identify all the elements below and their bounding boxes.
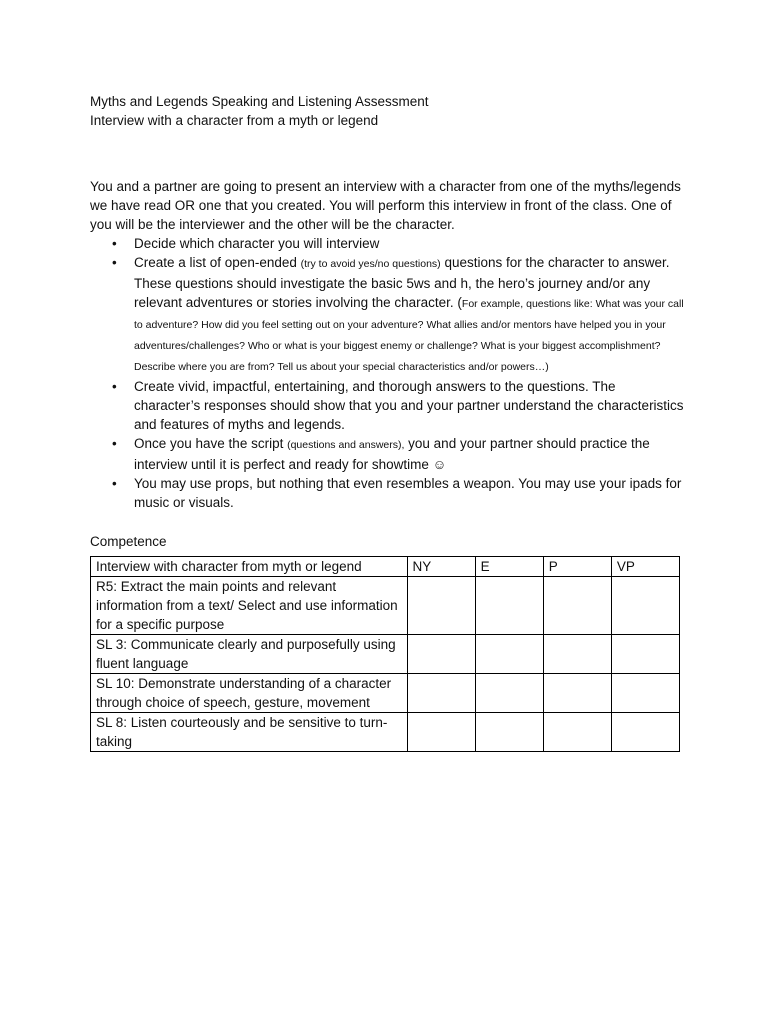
rating-cell-e[interactable]: [475, 713, 543, 752]
competence-heading: Competence: [90, 534, 167, 549]
task-text: You may use props, but nothing that even resembles a weapon. You may use your ipads for music or visuals.: [134, 476, 682, 510]
task-text: Create vivid, impactful, entertaining, and thorough answers to the questions. The character’s responses should show that you and your partner understand the characteristics and features of myths and legends.: [134, 379, 684, 432]
list-item: [90, 434, 685, 474]
header-cell-e: E: [475, 557, 543, 577]
rating-cell-ny[interactable]: [407, 674, 475, 713]
list-item: [90, 377, 685, 434]
header-cell-vp: VP: [611, 557, 679, 577]
rating-cell-vp[interactable]: [611, 635, 679, 674]
rating-cell-vp[interactable]: [611, 674, 679, 713]
document-title: Myths and Legends Speaking and Listening Assessment: [90, 94, 429, 109]
task-note: (questions and answers),: [287, 439, 405, 451]
task-text: questions for the character to answer. These questions should investigate the basic 5ws and h, the hero’s journey and/or any relevant adventures or stories involving the character. (: [134, 255, 670, 310]
rating-cell-e[interactable]: [475, 577, 543, 635]
task-note: (try to avoid yes/no questions): [300, 258, 441, 270]
header-cell-p: P: [543, 557, 611, 577]
rating-cell-p[interactable]: [543, 635, 611, 674]
rubric-table: [90, 556, 680, 752]
list-item: [90, 474, 685, 512]
rating-cell-e[interactable]: [475, 635, 543, 674]
table-row: [91, 577, 680, 635]
bullet-icon: •: [112, 476, 117, 491]
list-item: [90, 253, 685, 377]
rating-cell-p[interactable]: [543, 674, 611, 713]
header-cell-ny: NY: [407, 557, 475, 577]
rating-cell-p[interactable]: [543, 713, 611, 752]
criteria-cell: SL 10: Demonstrate understanding of a character through choice of speech, gesture, movement: [91, 674, 408, 713]
task-text: Create a list of open-ended: [134, 255, 301, 270]
criteria-cell: SL 3: Communicate clearly and purposefully using fluent language: [91, 635, 408, 674]
bullet-icon: •: [112, 379, 117, 394]
task-text: you and your partner should practice the interview until it is perfect and ready for showtime ☺: [134, 436, 650, 472]
rating-cell-vp[interactable]: [611, 577, 679, 635]
task-text: Decide which character you will interview: [134, 236, 380, 251]
task-text: Once you have the script: [134, 436, 288, 451]
rating-cell-ny[interactable]: [407, 713, 475, 752]
list-item: [90, 234, 685, 253]
bullet-icon: •: [112, 436, 117, 451]
table-header-row: [91, 557, 680, 577]
table-row: [91, 713, 680, 752]
intro-paragraph: You and a partner are going to present an interview with a character from one of the myths/legends we have read OR one that you created. You will perform this interview in front of the class. One of you will be the interviewer and the other will be the character.: [90, 179, 681, 232]
rating-cell-ny[interactable]: [407, 635, 475, 674]
document-page: [90, 92, 685, 749]
task-list: [90, 234, 685, 512]
table-row: [91, 674, 680, 713]
rating-cell-p[interactable]: [543, 577, 611, 635]
bullet-icon: •: [112, 255, 117, 270]
rating-cell-e[interactable]: [475, 674, 543, 713]
rating-cell-vp[interactable]: [611, 713, 679, 752]
task-examples: For example, questions like: What was your call to adventure? How did you feel setting out on your adventure? What allies and/or mentors have helped you in your adventures/challenges? Who or what is your biggest enemy or challenge? What is your biggest accomplishment? Describe where you are from? Tell us about your special characteristics and/or powers…): [134, 298, 684, 373]
document-subtitle: Interview with a character from a myth or legend: [90, 113, 379, 128]
criteria-cell: R5: Extract the main points and relevant information from a text/ Select and use information for a specific purpose: [91, 577, 408, 635]
rating-cell-ny[interactable]: [407, 577, 475, 635]
bullet-icon: •: [112, 236, 117, 251]
criteria-cell: SL 8: Listen courteously and be sensitive to turn-taking: [91, 713, 408, 752]
table-row: [91, 635, 680, 674]
header-cell-criteria: Interview with character from myth or legend: [91, 557, 408, 577]
